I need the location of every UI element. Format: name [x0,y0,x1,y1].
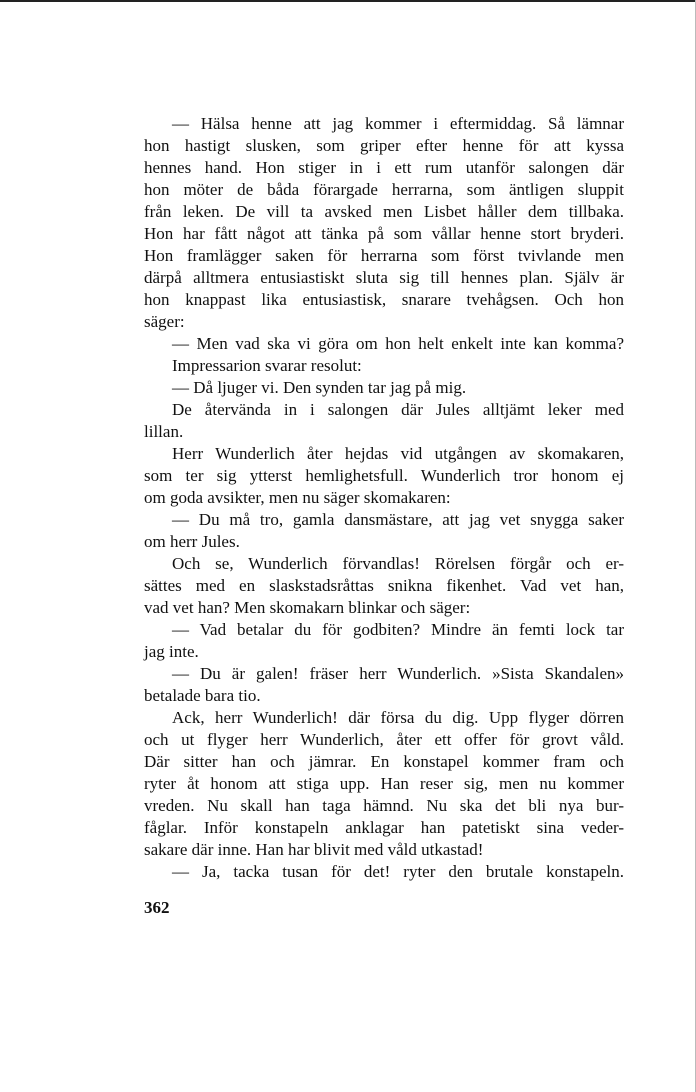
text-line: — Hälsa henne att jag kommer i eftermiddag. Så lämnar [172,114,624,133]
text-line: hon hastigt slusken, som griper efter henne för att kyssa [144,136,624,155]
text-line: hennes hand. Hon stiger in i ett rum utanför salongen där [144,158,624,177]
text-line: De återvända in i salongen där Jules alltjämt leker med [172,400,624,419]
text-line: sättes med en slaskstadsråttas snikna fikenhet. Vad vet han, [144,576,624,595]
text-line: Och se, Wunderlich förvandlas! Rörelsen förgår och er- [172,554,624,573]
page-number: 362 [144,898,170,917]
text-line: jag inte. [144,642,199,661]
text-line: — Då ljuger vi. Den synden tar jag på mig. [172,378,467,397]
text-line: om goda avsikter, men nu säger skomakaren: [144,488,451,507]
text-line: — Vad betalar du för godbiten? Mindre än femti lock tar [172,620,624,639]
text-line: — Men vad ska vi göra om hon helt enkelt inte kan komma? [172,334,624,353]
text-line: Hon framlägger saken för herrarna som först tvivlande men [144,246,624,265]
text-line: om herr Jules. [144,532,240,551]
text-line: Impressarion svarar resolut: [172,356,362,375]
text-line: — Du är galen! fräser herr Wunderlich. »Sista Skandalen» [172,664,624,683]
text-line: vad vet han? Men skomakarn blinkar och säger: [144,598,471,617]
text-line: säger: [144,312,185,331]
text-line: — Ja, tacka tusan för det! ryter den brutale konstapeln. [172,862,624,881]
text-line: Herr Wunderlich åter hejdas vid utgången av skomakaren, [172,444,624,463]
text-line: som ter sig ytterst hemlighetsfull. Wunderlich tror honom ej [144,466,624,485]
text-line: vreden. Nu skall han taga hämnd. Nu ska det bli nya bur- [144,796,624,815]
page-top-edge [0,0,696,2]
text-line: sakare där inne. Han har blivit med våld utkastad! [144,840,484,859]
text-line: Hon har fått något att tänka på som vållar henne stort bryderi. [144,224,624,243]
text-line: hon knappast lika entusiastisk, snarare tvehågsen. Och hon [144,290,624,309]
text-line: Där sitter han och jämrar. En konstapel kommer fram och [144,752,624,771]
page-body-text [144,113,624,883]
text-line: från leken. De vill ta avsked men Lisbet håller dem tillbaka. [144,202,624,221]
text-line: och ut flyger herr Wunderlich, åter ett offer för grovt våld. [144,730,624,749]
text-line: — Du må tro, gamla dansmästare, att jag vet snygga saker [172,510,624,529]
text-line: därpå alltmera entusiastiskt sluta sig till hennes plan. Själv är [144,268,624,287]
text-line: hon möter de båda förargade herrarna, som äntligen sluppit [144,180,624,199]
text-line: fåglar. Inför konstapeln anklagar han patetiskt sina veder- [144,818,624,837]
text-line: Ack, herr Wunderlich! där försa du dig. Upp flyger dörren [172,708,624,727]
text-line: lillan. [144,422,184,441]
text-line: ryter åt honom att stiga upp. Han reser sig, men nu kommer [144,774,624,793]
text-line: betalade bara tio. [144,686,261,705]
